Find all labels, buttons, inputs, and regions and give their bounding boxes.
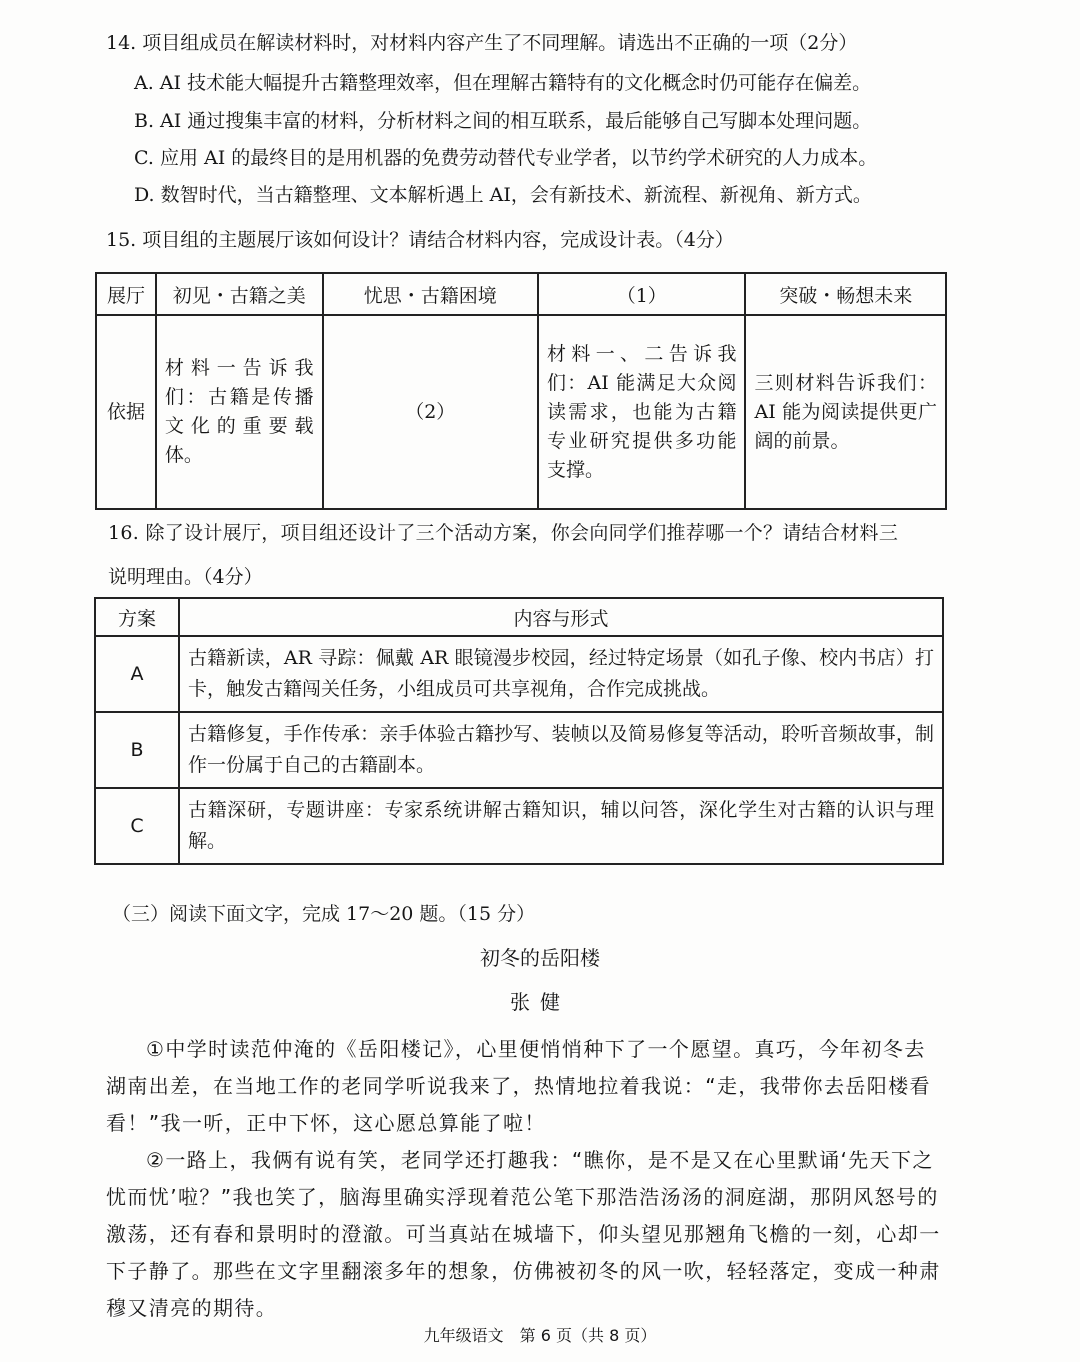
table-row <box>96 315 946 509</box>
header-hall-2: 忧思・古籍困境 <box>323 273 538 315</box>
question-16-stem-line2: 说明理由。（4分） <box>108 566 263 588</box>
header-hall: 展厅 <box>96 273 156 315</box>
plan-label-b: B <box>95 712 179 788</box>
article-author: 张健 <box>510 990 570 1014</box>
basis-hall-2-blank: （2） <box>323 315 538 509</box>
plan-label-c: C <box>95 788 179 864</box>
question-16-stem-line1: 16. 除了设计展厅，项目组还设计了三个活动方案，你会向同学们推荐哪一个？请结合材料三 <box>108 522 899 544</box>
question-14-option-b: B. AI 通过搜集丰富的材料，分析材料之间的相互联系，最后能够自己写脚本处理问题。 <box>134 110 872 132</box>
table-header-row <box>96 273 946 315</box>
plan-text-a: 古籍新读，AR 寻踪：佩戴 AR 眼镜漫步校园，经过特定场景（如孔子像、校内书店）打卡，触发古籍闯关任务，小组成员可共享视角，合作完成挑战。 <box>179 636 943 712</box>
question-14-option-c: C. 应用 AI 的最终目的是用机器的免费劳动替代专业学者，以节约学术研究的人力成本。 <box>134 147 878 169</box>
article-title: 初冬的岳阳楼 <box>480 946 600 970</box>
table-row <box>95 636 943 712</box>
header-hall-4: 突破・畅想未来 <box>745 273 946 315</box>
table-header-row <box>95 598 943 636</box>
plan-label-a: A <box>95 636 179 712</box>
exhibition-design-table <box>95 272 947 510</box>
header-plan: 方案 <box>95 598 179 636</box>
activity-plan-table <box>94 597 944 865</box>
question-15-stem: 15. 项目组的主题展厅该如何设计？请结合材料内容，完成设计表。（4分） <box>106 229 734 251</box>
plan-text-b: 古籍修复，手作传承：亲手体验古籍抄写、装帧以及简易修复等活动，聆听音频故事，制作一份属于自己的古籍副本。 <box>179 712 943 788</box>
question-14-option-d: D. 数智时代，当古籍整理、文本解析遇上 AI，会有新技术、新流程、新视角、新方式。 <box>134 184 872 206</box>
header-hall-1: 初见・古籍之美 <box>156 273 323 315</box>
basis-hall-1: 材料一告诉我们：古籍是传播文化的重要载体。 <box>156 315 323 509</box>
header-content: 内容与形式 <box>179 598 943 636</box>
row-label-basis: 依据 <box>96 315 156 509</box>
paragraph-2: ②一路上，我俩有说有笑，老同学还打趣我：“瞧你，是不是又在心里默诵‘先天下之忧而忧’啦？”我也笑了，脑海里确实浮现着范公笔下那浩浩汤汤的洞庭湖，那阴风怒号的激荡，还有春和景明时的澄澈。可当真站在城墙下，仰头望见那翘角飞檐的一刻，心却一下子静了。那些在文字里翻滚多年的想象，仿佛被初冬的风一吹，轻轻落定，变成一种肃穆又清亮的期待。 <box>106 1148 941 1320</box>
header-hall-3-blank: （1） <box>538 273 745 315</box>
question-14-option-a: A. AI 技术能大幅提升古籍整理效率，但在理解古籍特有的文化概念时仍可能存在偏差。 <box>134 72 872 94</box>
plan-text-c: 古籍深研，专题讲座：专家系统讲解古籍知识，辅以问答，深化学生对古籍的认识与理解。 <box>179 788 943 864</box>
basis-hall-3: 材料一、二告诉我们：AI 能满足大众阅读需求，也能为古籍专业研究提供多功能支撑。 <box>538 315 745 509</box>
page-footer: 九年级语文 第 6 页（共 8 页） <box>423 1326 657 1345</box>
question-14-stem: 14. 项目组成员在解读材料时，对材料内容产生了不同理解。请选出不正确的一项（2分） <box>106 32 858 54</box>
basis-hall-4: 三则材料告诉我们：AI 能为阅读提供更广阔的前景。 <box>745 315 946 509</box>
table-row <box>95 712 943 788</box>
paragraph-1: ①中学时读范仲淹的《岳阳楼记》，心里便悄悄种下了一个愿望。真巧，今年初冬去湖南出差，在当地工作的老同学听说我来了，热情地拉着我说：“走，我带你去岳阳楼看看！”我一听，正中下怀，这心愿总算能了啦！ <box>106 1037 931 1135</box>
section-3-heading: （三）阅读下面文字，完成 17～20 题。（15 分） <box>112 903 536 925</box>
table-row <box>95 788 943 864</box>
